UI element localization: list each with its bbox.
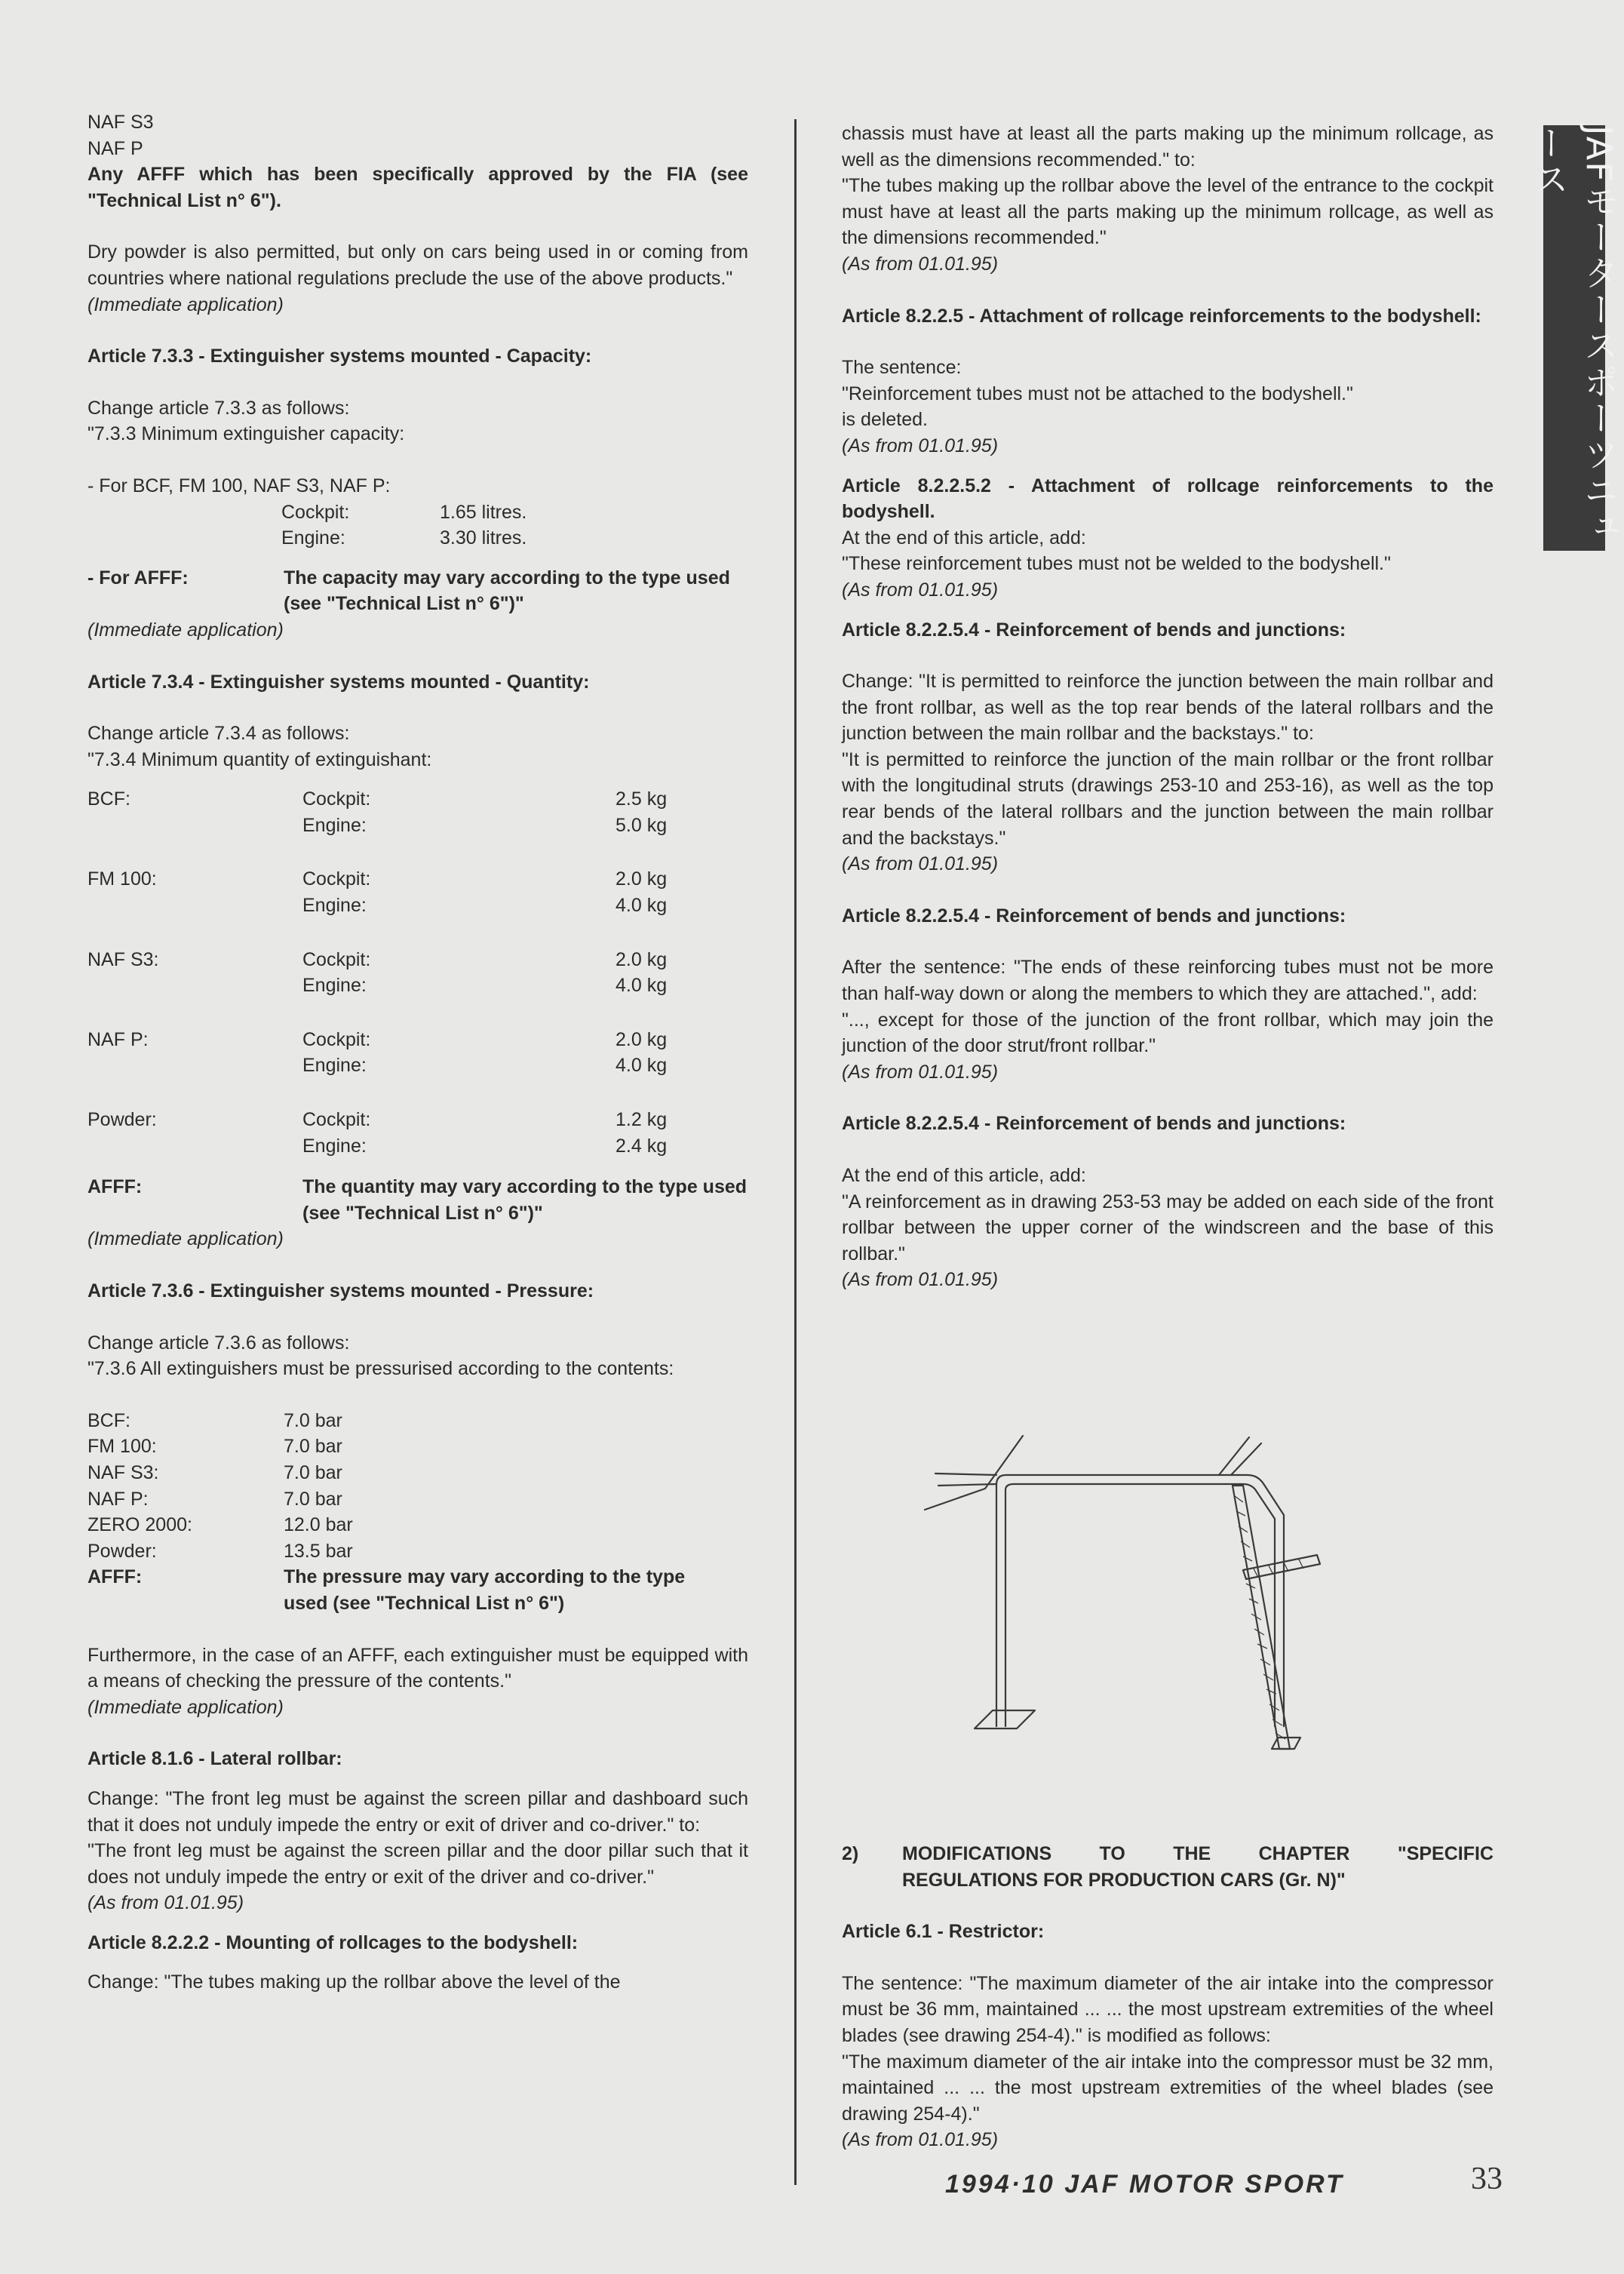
text-line: - For BCF, FM 100, NAF S3, NAF P: <box>87 475 391 496</box>
text-line: At the end of this article, add: <box>842 1165 1086 1186</box>
magazine-title: 1994·10 JAF MOTOR SPORT <box>945 2170 1344 2199</box>
text-paragraph: "It is permitted to reinforce the junction of the main rollbar or the front rollbar with the longitudinal struts (drawings 253-10 and 253-16), as well as the top rear bends of the lateral rollbars and the junction between the main rollbar and the backstays." <box>842 748 1494 849</box>
text-paragraph: Change: "It is permitted to reinforce the junction between the main rollbar and the front rollbar, as well as the top rear bends of the lateral rollbars and the junction between the main rollbar and the backstays." to: <box>842 671 1494 745</box>
agent-label: NAF P: <box>87 1488 149 1510</box>
main-rollbar <box>996 1475 1284 1726</box>
quantity-group <box>87 947 748 999</box>
article-heading: Article 7.3.4 - Extinguisher systems mounted - Quantity: <box>87 671 590 693</box>
agent-label: Powder: <box>87 1109 157 1131</box>
application-note: (Immediate application) <box>87 619 284 641</box>
agent-label: AFFF: <box>87 1176 143 1198</box>
quantity-value: 4.0 kg <box>616 1055 668 1077</box>
cockpit-label: Cockpit: <box>302 868 371 890</box>
application-note: (As from 01.01.95) <box>842 253 999 275</box>
modification-number: 2) <box>842 1843 859 1864</box>
text-paragraph: Dry powder is also permitted, but only on cars being used in or coming from countries where national regulations preclude the use of the above products." <box>87 241 748 289</box>
text-paragraph: "The front leg must be against the screen pillar and the door pillar such that it does not unduly impede the entry or exit of the driver and co-driver." <box>87 1840 748 1888</box>
text-paragraph: Any AFFF which has been specifically approved by the FIA (see "Technical List n° 6"). <box>87 164 748 211</box>
page-number: 33 <box>1471 2162 1503 2196</box>
text-paragraph: "A reinforcement as in drawing 253-53 may be added on each side of the front rollbar between the upper corner of the windscreen and the base of this rollbar." <box>842 1191 1494 1265</box>
text-line: "7.3.3 Minimum extinguisher capacity: <box>87 423 405 445</box>
agent-label: FM 100: <box>87 868 157 890</box>
quantity-group <box>87 1027 748 1079</box>
text-paragraph: "The maximum diameter of the air intake into the compressor must be 32 mm, maintained ... ... the most upstream extremities of the wheel blades (see drawing 254-4)." <box>842 2051 1494 2125</box>
pressure-value: 7.0 bar <box>284 1409 342 1431</box>
left-column <box>87 109 748 1996</box>
article-heading: Article 8.2.2.5.4 - Reinforcement of bends and junctions: <box>842 1113 1346 1135</box>
cross-brace <box>1243 1555 1320 1579</box>
article-heading: Article 8.1.6 - Lateral rollbar: <box>87 1748 342 1770</box>
pressure-value: 7.0 bar <box>284 1461 342 1483</box>
agent-label: BCF: <box>87 1409 130 1431</box>
text-paragraph: "The tubes making up the rollbar above the level of the entrance to the cockpit must have at least all the parts making up the minimum rollcage, as well as the dimensions recommended." <box>842 175 1494 249</box>
afff-text: The capacity may vary according to the type used (see "Technical List n° 6")" <box>284 567 730 615</box>
quantity-value: 2.0 kg <box>616 1028 668 1050</box>
engine-label: Engine: <box>302 895 367 917</box>
article-heading: Article 6.1 - Restrictor: <box>842 1921 1045 1943</box>
reinforcement-strut <box>1233 1486 1290 1749</box>
main-rollbar-inner <box>1005 1484 1275 1726</box>
text-paragraph: Change: "The front leg must be against the screen pillar and dashboard such that it does not unduly impede the entry or exit of driver and co-driver." to: <box>87 1787 748 1836</box>
capacity-row <box>87 525 748 552</box>
pressure-value: 7.0 bar <box>284 1436 342 1458</box>
article-heading: Article 8.2.2.5.4 - Reinforcement of bends and junctions: <box>842 905 1346 927</box>
agent-label: AFFF: <box>87 1566 143 1588</box>
article-heading: Article 7.3.3 - Extinguisher systems mounted - Capacity: <box>87 346 592 367</box>
pressure-value: 7.0 bar <box>284 1488 342 1510</box>
text-paragraph: Furthermore, in the case of an AFFF, each extinguisher must be equipped with a means of checking the pressure of the contents." <box>87 1644 748 1692</box>
text-line: is deleted. <box>842 409 928 431</box>
cockpit-label: Cockpit: <box>302 948 371 970</box>
article-heading: Article 8.2.2.5 - Attachment of rollcage reinforcements to the bodyshell: <box>842 305 1481 327</box>
agent-label: ZERO 2000: <box>87 1514 192 1536</box>
text-line: At the end of this article, add: <box>842 527 1086 549</box>
foot-plate-right <box>1272 1738 1300 1749</box>
afff-pressure-row <box>87 1564 748 1616</box>
text-line: Change article 7.3.4 as follows: <box>87 723 350 745</box>
article-heading: Article 8.2.2.5.2 - Attachment of rollcage reinforcements to the bodyshell. <box>842 475 1494 523</box>
pressure-row <box>87 1408 748 1434</box>
quantity-value: 2.0 kg <box>616 868 668 890</box>
application-note: (As from 01.01.95) <box>87 1892 244 1914</box>
pressure-row <box>87 1460 748 1486</box>
modifications-section <box>842 1841 1494 2153</box>
afff-label: - For AFFF: <box>87 567 189 588</box>
quantity-value: 2.4 kg <box>616 1135 668 1157</box>
application-note: (Immediate application) <box>87 1696 284 1718</box>
quantity-value: 2.0 kg <box>616 948 668 970</box>
modification-heading <box>842 1841 1494 1893</box>
application-note: (As from 01.01.95) <box>842 579 999 601</box>
agent-label: NAF S3: <box>87 948 159 970</box>
text-line: "7.3.4 Minimum quantity of extinguishant: <box>87 748 432 770</box>
rollcage-reinforcement-drawing <box>917 1428 1355 1760</box>
text-paragraph: The sentence: "The maximum diameter of the air intake into the compressor must be 36 mm, maintained ... ... the most upstream extremities of the wheel blades (see drawing 254-4)." is modified as follows: <box>842 1972 1494 2046</box>
section-tab-label: JAFモータースポーツニュース <box>1529 125 1619 545</box>
afff-capacity-row <box>87 565 748 617</box>
engine-label: Engine: <box>302 975 367 997</box>
engine-label: Engine: <box>302 1055 367 1077</box>
column-divider <box>794 119 797 2185</box>
text-paragraph: "7.3.6 All extinguishers must be pressurised according to the contents: <box>87 1358 674 1380</box>
afff-text: The pressure may vary according to the type used (see "Technical List n° 6") <box>284 1566 686 1614</box>
text-line: Change article 7.3.3 as follows: <box>87 397 350 419</box>
pressure-value: 12.0 bar <box>284 1514 353 1536</box>
text-line: NAF P <box>87 137 143 159</box>
engine-label: Engine: <box>302 1135 367 1157</box>
quantity-value: 4.0 kg <box>616 975 668 997</box>
pressure-row <box>87 1486 748 1513</box>
cockpit-label: Cockpit: <box>302 1109 371 1131</box>
application-note: (As from 01.01.95) <box>842 2129 999 2151</box>
text-line: "These reinforcement tubes must not be welded to the bodyshell." <box>842 553 1391 575</box>
roof-line-left <box>925 1436 1023 1510</box>
agent-label: FM 100: <box>87 1436 157 1458</box>
cockpit-label: Cockpit: <box>302 788 371 810</box>
agent-label: NAF S3: <box>87 1461 159 1483</box>
capacity-row <box>87 499 748 526</box>
quantity-group <box>87 866 748 918</box>
pressure-row <box>87 1512 748 1538</box>
quantity-value: 5.0 kg <box>616 814 668 836</box>
right-column <box>842 121 1494 1293</box>
application-note: (Immediate application) <box>87 293 284 315</box>
engine-label: Engine: <box>281 527 345 549</box>
quantity-value: 2.5 kg <box>616 788 668 810</box>
quantity-table <box>87 786 748 1226</box>
engine-label: Engine: <box>302 814 367 836</box>
afff-quantity-row <box>87 1174 748 1226</box>
text-line: The sentence: <box>842 357 962 379</box>
pillar-line <box>1219 1437 1261 1475</box>
text-line: Change article 7.3.6 as follows: <box>87 1332 350 1354</box>
cockpit-label: Cockpit: <box>302 1028 371 1050</box>
pressure-value: 13.5 bar <box>284 1540 353 1562</box>
section-tab <box>1529 125 1619 551</box>
article-heading: Article 7.3.6 - Extinguisher systems mounted - Pressure: <box>87 1280 594 1301</box>
application-note: (As from 01.01.95) <box>842 435 999 456</box>
agent-label: BCF: <box>87 788 130 810</box>
article-heading: Article 8.2.2.5.4 - Reinforcement of bends and junctions: <box>842 619 1346 641</box>
quantity-value: 1.2 kg <box>616 1109 668 1131</box>
text-paragraph: chassis must have at least all the parts making up the minimum rollcage, as well as the dimensions recommended." to: <box>842 123 1494 171</box>
quantity-group <box>87 1107 748 1159</box>
application-note: (As from 01.01.95) <box>842 1061 999 1083</box>
cockpit-label: Cockpit: <box>281 501 350 523</box>
application-note: (Immediate application) <box>87 1228 284 1250</box>
modification-title-line: MODIFICATIONS TO THE CHAPTER "SPECIFIC <box>902 1843 1494 1864</box>
afff-text: The quantity may vary according to the type used (see "Technical List n° 6")" <box>302 1176 748 1224</box>
agent-label: Powder: <box>87 1540 157 1562</box>
pressure-row <box>87 1538 748 1565</box>
pressure-row <box>87 1434 748 1460</box>
article-heading: Article 8.2.2.2 - Mounting of rollcages to the bodyshell: <box>87 1931 579 1953</box>
application-note: (As from 01.01.95) <box>842 1269 999 1291</box>
text-paragraph: "..., except for those of the junction of the front rollbar, which may join the junction of the door strut/front rollbar." <box>842 1009 1494 1057</box>
strut-hatching <box>1235 1496 1303 1739</box>
text-paragraph: Change: "The tubes making up the rollbar above the level of the <box>87 1971 621 1993</box>
text-line: NAF S3 <box>87 112 154 133</box>
capacity-value: 3.30 litres. <box>440 527 527 549</box>
quantity-value: 4.0 kg <box>616 895 668 917</box>
text-line: "Reinforcement tubes must not be attached to the bodyshell." <box>842 383 1353 404</box>
pressure-table <box>87 1408 748 1617</box>
quantity-group <box>87 786 748 838</box>
text-paragraph: After the sentence: "The ends of these reinforcing tubes must not be more than half-way down or along the members to which they are attached.", add: <box>842 957 1494 1005</box>
application-note: (As from 01.01.95) <box>842 853 999 875</box>
agent-label: NAF P: <box>87 1028 149 1050</box>
modification-title-line: REGULATIONS FOR PRODUCTION CARS (Gr. N)" <box>902 1869 1346 1891</box>
capacity-value: 1.65 litres. <box>440 501 527 523</box>
